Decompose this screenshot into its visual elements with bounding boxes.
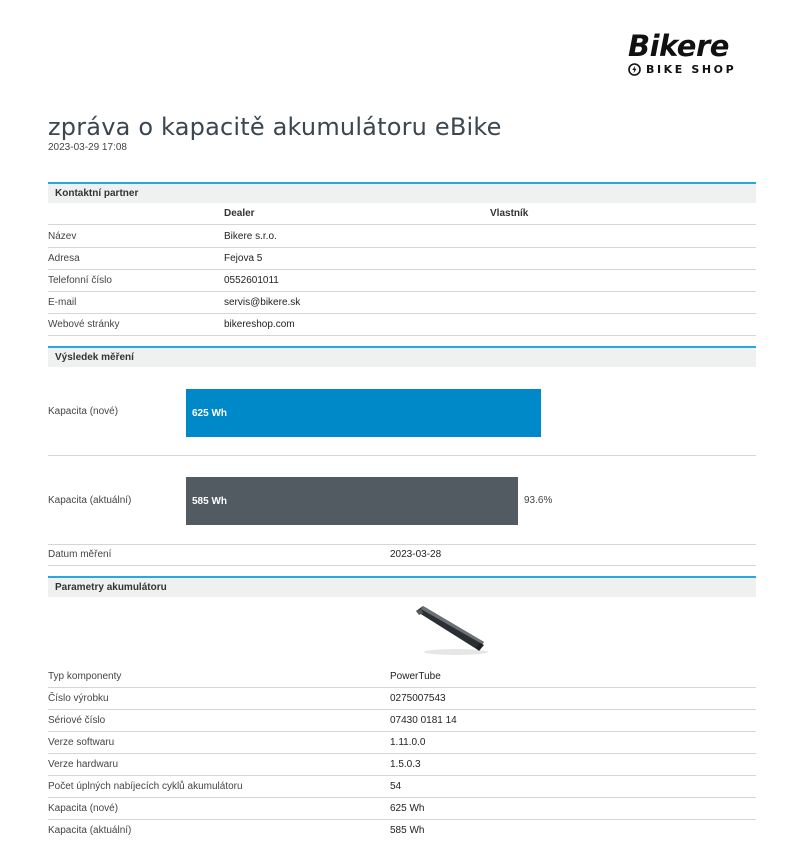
dealer-value: Bikere s.r.o. (224, 231, 277, 242)
bolt-icon (628, 63, 641, 76)
row-label: Verze hardwaru (48, 759, 119, 770)
dealer-email[interactable]: servis@bikere.sk (224, 297, 301, 308)
capacity-new-value: 625 Wh (192, 407, 228, 419)
table-row (48, 688, 756, 710)
table-row (48, 798, 756, 820)
row-label: Číslo výrobku (48, 693, 109, 704)
row-value: PowerTube (390, 671, 441, 682)
row-label: Sériové číslo (48, 715, 106, 726)
contact-table-header (48, 203, 756, 225)
row-label: Typ komponenty (48, 671, 122, 682)
table-row (48, 226, 756, 248)
section-contact-header: Kontaktní partner (48, 182, 756, 203)
capacity-new-label: Kapacita (nové) (48, 406, 119, 417)
capacity-percent: 93.6% (524, 495, 553, 506)
row-label: Počet úplných nabíjecích cyklů akumulátoru (48, 781, 243, 792)
brand-sub-text: BIKE SHOP (646, 63, 737, 76)
table-row (48, 754, 756, 776)
row-value: 0275007543 (390, 693, 446, 704)
measurement-date-label: Datum měření (48, 549, 112, 560)
table-row (48, 820, 756, 842)
row-label: Webové stránky (48, 319, 120, 330)
battery-image (412, 604, 488, 658)
capacity-current-label: Kapacita (aktuální) (48, 495, 132, 506)
table-row (48, 314, 756, 336)
table-row (48, 666, 756, 688)
row-label: Adresa (48, 253, 80, 264)
col-dealer: Dealer (224, 208, 255, 219)
row-label: Telefonní číslo (48, 275, 112, 286)
row-label: Název (48, 231, 77, 242)
section-battery-header: Parametry akumulátoru (48, 576, 756, 597)
capacity-current-value: 585 Wh (192, 495, 228, 507)
row-label: Kapacita (nové) (48, 803, 119, 814)
capacity-current-bar (186, 477, 518, 525)
table-row (48, 292, 756, 314)
measurement-date-value: 2023-03-28 (390, 549, 442, 560)
col-owner: Vlastník (490, 208, 529, 219)
page-title: zpráva o kapacitě akumulátoru eBike (48, 113, 502, 141)
table-row (48, 776, 756, 798)
table-row (48, 544, 756, 566)
dealer-value: 0552601011 (224, 275, 279, 286)
row-label: Verze softwaru (48, 737, 115, 748)
table-row (48, 732, 756, 754)
table-row (48, 248, 756, 270)
row-label: E-mail (48, 297, 77, 308)
row-value: 625 Wh (390, 803, 425, 814)
row-label: Kapacita (aktuální) (48, 825, 132, 836)
row-value: 54 (390, 781, 402, 792)
section-measurement-header: Výsledek měření (48, 346, 756, 367)
report-date: 2023-03-29 17:08 (48, 142, 127, 153)
row-value: 1.5.0.3 (390, 759, 421, 770)
brand-subtitle (628, 63, 748, 76)
dealer-value: Fejova 5 (224, 253, 263, 264)
capacity-new-bar (186, 389, 541, 437)
row-value: 07430 0181 14 (390, 715, 457, 726)
brand-logo (628, 30, 748, 76)
divider (48, 455, 756, 456)
dealer-website[interactable]: bikereshop.com (224, 319, 295, 330)
brand-name: Bikere (628, 29, 729, 63)
table-row (48, 270, 756, 292)
row-value: 585 Wh (390, 825, 425, 836)
table-row (48, 710, 756, 732)
row-value: 1.11.0.0 (390, 737, 426, 748)
